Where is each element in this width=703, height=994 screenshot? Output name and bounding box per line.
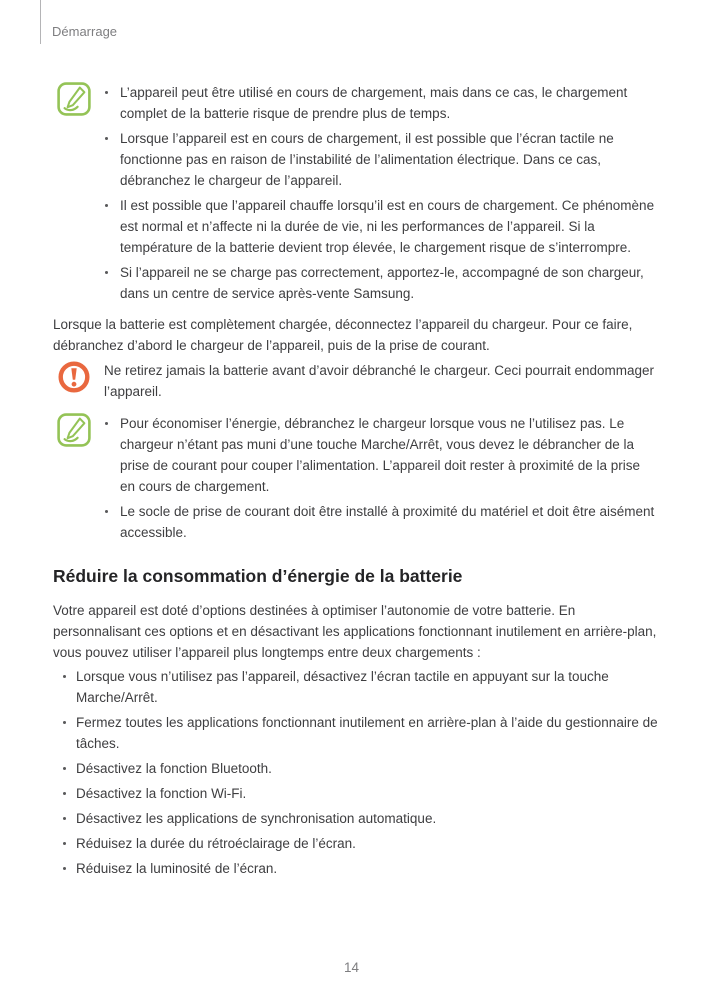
list-item-text: Désactivez la fonction Wi-Fi. [76, 786, 247, 801]
note-body [104, 82, 658, 304]
list-item [104, 413, 658, 497]
bullet-dot [104, 413, 120, 497]
bullet-dot [104, 262, 120, 304]
list-item-text: Désactivez les applications de synchronisation automatique. [76, 811, 437, 826]
section-heading: Réduire la consommation d’énergie de la batterie [53, 566, 463, 586]
note-block-charging [57, 82, 658, 304]
list-item [104, 195, 658, 258]
list-item-text: L’appareil peut être utilisé en cours de chargement, mais dans ce cas, le chargement complet de la batterie risque de prendre plus de temps. [120, 85, 628, 121]
list-item [53, 808, 658, 829]
bullet-dot [104, 128, 120, 191]
list-item [53, 858, 658, 879]
exclamation-warning-icon [57, 360, 91, 394]
list-item [104, 262, 658, 304]
bullet-dot [53, 858, 76, 879]
list-item [53, 758, 658, 779]
header-divider [40, 0, 41, 44]
bullet-dot [104, 82, 120, 124]
page-number: 14 [343, 960, 360, 975]
list-item-text: Désactivez la fonction Bluetooth. [76, 761, 272, 776]
warning-block-battery [57, 360, 658, 402]
list-item-text: Réduisez la durée du rétroéclairage de l’écran. [76, 836, 356, 851]
pencil-note-icon [57, 82, 91, 116]
section-intro: Votre appareil est doté d’options destinées à optimiser l’autonomie de votre batterie. En personnalisant ces options et en désactivant les applications fonctionnant inutilement en arrière-plan, vous pouvez utiliser l’appareil plus longtemps entre deux chargements : [53, 603, 657, 660]
list-item-text: Lorsque vous n’utilisez pas l’appareil, désactivez l’écran tactile en appuyant sur la touche Marche/Arrêt. [76, 669, 609, 705]
list-item-text: Lorsque l’appareil est en cours de chargement, il est possible que l’écran tactile ne fonctionne pas en raison de l’instabilité de l’alimentation électrique. Dans ce cas, débranchez le chargeur de l’appareil. [120, 131, 614, 188]
list-item-text: Il est possible que l’appareil chauffe lorsqu’il est en cours de chargement. Ce phénomène est normal et n’affecte ni la durée de vie, ni les performances de l’appareil. Si la température de la batterie devient trop élevée, le chargement risque de s’interrompre. [120, 198, 655, 255]
list-item [53, 833, 658, 854]
note-block-energy [57, 413, 658, 543]
list-item-text: Réduisez la luminosité de l’écran. [76, 861, 278, 876]
list-item [53, 783, 658, 804]
list-item-text: Pour économiser l’énergie, débranchez le chargeur lorsque vous ne l’utilisez pas. Le chargeur n’étant pas muni d’une touche Marche/Arrêt, vous devez le débrancher de la prise de courant pour couper l’alimentation. L’appareil doit rester à proximité de la prise en cours de chargement. [120, 416, 641, 494]
list-item [53, 666, 658, 708]
body-paragraph: Lorsque la batterie est complètement chargée, déconnectez l’appareil du chargeur. Pour ce faire, débranchez d’abord le chargeur de l’appareil, puis de la prise de courant. [53, 317, 633, 353]
tips-list [53, 666, 658, 879]
pencil-note-icon [57, 413, 91, 447]
note-body [104, 413, 658, 543]
bullet-dot [53, 758, 76, 779]
list-item [53, 712, 658, 754]
warning-text: Ne retirez jamais la batterie avant d’avoir débranché le chargeur. Ceci pourrait endommager l’appareil. [104, 363, 655, 399]
list-item-text: Si l’appareil ne se charge pas correctement, apportez-le, accompagné de son chargeur, dans un centre de service après-vente Samsung. [120, 265, 644, 301]
bullet-dot [53, 666, 76, 708]
list-item [104, 128, 658, 191]
list-item [104, 82, 658, 124]
list-item-text: Le socle de prise de courant doit être installé à proximité du matériel et doit être aisément accessible. [120, 504, 655, 540]
bullet-dot [53, 808, 76, 829]
list-item-text: Fermez toutes les applications fonctionnant inutilement en arrière-plan à l’aide du gestionnaire de tâches. [76, 715, 658, 751]
list-item [104, 501, 658, 543]
chapter-title: Démarrage [52, 24, 118, 39]
bullet-dot [53, 833, 76, 854]
bullet-dot [53, 783, 76, 804]
bullet-dot [104, 195, 120, 258]
bullet-dot [53, 712, 76, 754]
bullet-dot [104, 501, 120, 543]
